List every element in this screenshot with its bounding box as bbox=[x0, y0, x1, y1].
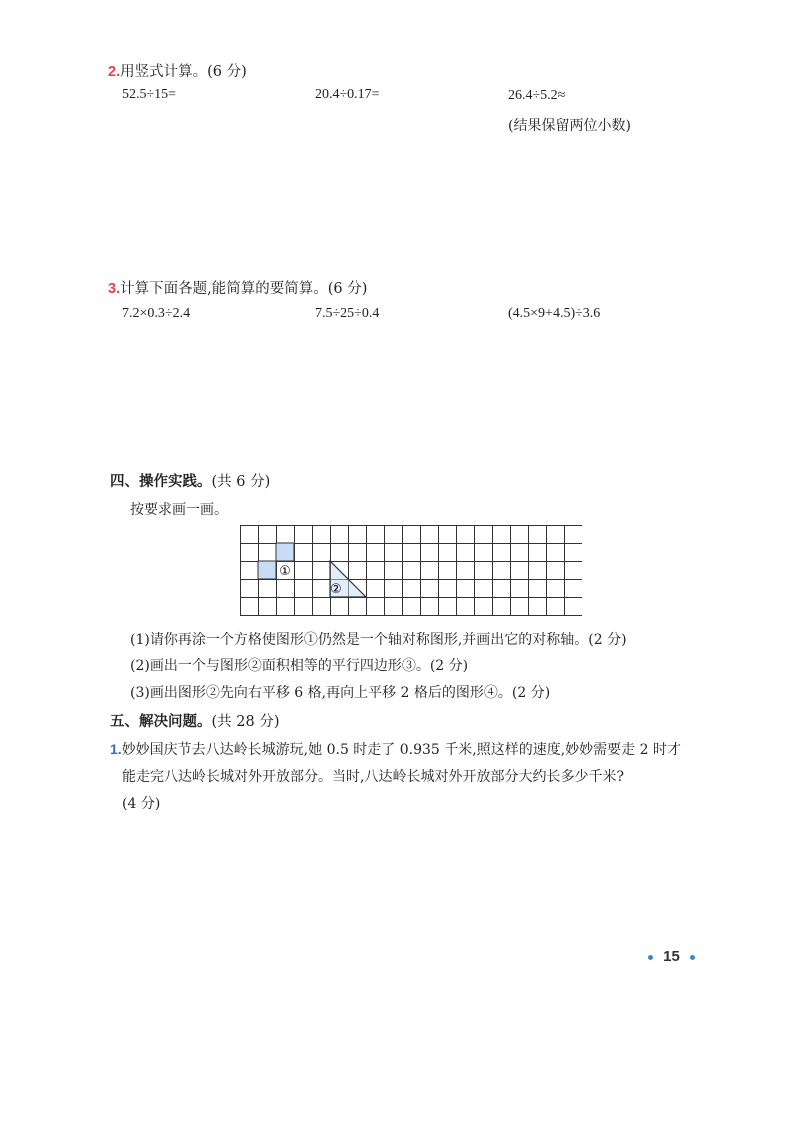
section4-heading-text: 四、操作实践。 bbox=[110, 473, 212, 490]
grid-cell[interactable] bbox=[241, 544, 259, 562]
grid-cell[interactable] bbox=[241, 526, 259, 544]
grid-cell[interactable] bbox=[385, 598, 403, 616]
grid-cell[interactable] bbox=[349, 544, 367, 562]
section4-heading bbox=[110, 470, 270, 491]
q2-expr-3: 26.4÷5.2≈ bbox=[508, 88, 566, 103]
section4-task-1: (1)请你再涂一个方格使图形①仍然是一个轴对称图形,并画出它的对称轴。(2 分) bbox=[130, 632, 627, 648]
grid-cell[interactable] bbox=[439, 544, 457, 562]
grid-cell[interactable] bbox=[529, 544, 547, 562]
grid-cell[interactable] bbox=[547, 580, 565, 598]
section5-q1-number: 1. bbox=[110, 741, 122, 757]
grid-cell[interactable] bbox=[385, 562, 403, 580]
grid-cell[interactable] bbox=[565, 598, 583, 616]
grid-cell[interactable] bbox=[241, 580, 259, 598]
q2-title bbox=[108, 60, 247, 81]
q2-expr-1: 52.5÷15= bbox=[122, 87, 177, 102]
grid-cell[interactable] bbox=[295, 562, 313, 580]
grid-cell[interactable] bbox=[367, 562, 385, 580]
grid-cell[interactable] bbox=[277, 580, 295, 598]
grid-cell[interactable] bbox=[457, 544, 475, 562]
section5-score: (共 28 分) bbox=[211, 714, 280, 730]
grid-cell[interactable] bbox=[277, 598, 295, 616]
section4-score: (共 6 分) bbox=[211, 474, 271, 490]
grid-cell[interactable] bbox=[241, 598, 259, 616]
grid-cell[interactable] bbox=[331, 526, 349, 544]
grid-cell[interactable] bbox=[367, 544, 385, 562]
q3-title bbox=[108, 277, 367, 298]
shape-1-shaded-bottom bbox=[258, 561, 276, 579]
grid-cell[interactable] bbox=[565, 580, 583, 598]
q3-title-text: 计算下面各题,能简算的要简算。(6 分) bbox=[120, 281, 368, 297]
grid-cell[interactable] bbox=[493, 544, 511, 562]
grid-cell[interactable] bbox=[421, 598, 439, 616]
grid-cell[interactable] bbox=[511, 580, 529, 598]
q3-expr-2: 7.5÷25÷0.4 bbox=[315, 306, 380, 321]
grid-cell[interactable] bbox=[529, 598, 547, 616]
grid-cell[interactable] bbox=[547, 562, 565, 580]
grid-cell[interactable] bbox=[313, 526, 331, 544]
grid-cell[interactable] bbox=[547, 544, 565, 562]
grid-cell[interactable] bbox=[457, 526, 475, 544]
drawing-grid[interactable] bbox=[240, 525, 582, 617]
grid-cell[interactable] bbox=[565, 562, 583, 580]
grid-cell[interactable] bbox=[295, 526, 313, 544]
grid-cell[interactable] bbox=[259, 580, 277, 598]
grid-cell[interactable] bbox=[367, 598, 385, 616]
grid-cell[interactable] bbox=[529, 562, 547, 580]
grid-cell[interactable] bbox=[313, 544, 331, 562]
shape-2-label: ② bbox=[330, 582, 342, 597]
grid-cell[interactable] bbox=[457, 562, 475, 580]
section5-q1-text-1: 妙妙国庆节去八达岭长城游玩,她 0.5 时走了 0.935 千米,照这样的速度,妙妙需要走 2 时才 bbox=[121, 742, 681, 758]
section5-q1-line-3: (4 分) bbox=[122, 796, 161, 812]
q3-expr-1: 7.2×0.3÷2.4 bbox=[122, 306, 191, 321]
grid-cell[interactable] bbox=[421, 562, 439, 580]
section4-task-2: (2)画出一个与图形②面积相等的平行四边形③。(2 分) bbox=[130, 658, 469, 674]
grid-cell[interactable] bbox=[313, 598, 331, 616]
section5-q1-line-2: 能走完八达岭长城对外开放部分。当时,八达岭长城对外开放部分大约长多少千米? bbox=[122, 769, 624, 785]
grid-cell[interactable] bbox=[385, 526, 403, 544]
section5-q1-line-1 bbox=[110, 739, 681, 759]
grid-cell[interactable] bbox=[241, 562, 259, 580]
grid-cell[interactable] bbox=[493, 526, 511, 544]
grid-cell[interactable] bbox=[475, 598, 493, 616]
q2-number: 2. bbox=[108, 64, 121, 80]
grid-cell[interactable] bbox=[511, 598, 529, 616]
grid-cell[interactable] bbox=[457, 580, 475, 598]
grid-cell[interactable] bbox=[439, 526, 457, 544]
grid-cell[interactable] bbox=[493, 580, 511, 598]
grid-cell[interactable] bbox=[259, 598, 277, 616]
grid-cells bbox=[241, 526, 583, 616]
grid-cell[interactable] bbox=[547, 598, 565, 616]
grid-cell[interactable] bbox=[511, 526, 529, 544]
grid-cell[interactable] bbox=[475, 580, 493, 598]
grid-cell[interactable] bbox=[421, 526, 439, 544]
grid-cell[interactable] bbox=[439, 580, 457, 598]
grid-cell[interactable] bbox=[349, 526, 367, 544]
grid-cell[interactable] bbox=[493, 562, 511, 580]
section5-heading-text: 五、解决问题。 bbox=[110, 713, 212, 730]
grid-cell[interactable] bbox=[295, 544, 313, 562]
grid-cell[interactable] bbox=[439, 598, 457, 616]
grid-cell[interactable] bbox=[313, 580, 331, 598]
grid-cell[interactable] bbox=[403, 526, 421, 544]
grid-cell[interactable] bbox=[295, 580, 313, 598]
q2-expr-2: 20.4÷0.17= bbox=[315, 87, 380, 102]
grid-cell[interactable] bbox=[529, 526, 547, 544]
page-number-text: 15 bbox=[663, 948, 680, 965]
grid-cell[interactable] bbox=[421, 580, 439, 598]
grid-cell[interactable] bbox=[349, 598, 367, 616]
section4-instruction: 按要求画一画。 bbox=[130, 502, 228, 518]
grid-cell[interactable] bbox=[349, 562, 367, 580]
grid-cell[interactable] bbox=[565, 526, 583, 544]
grid-cell[interactable] bbox=[457, 598, 475, 616]
q2-note: (结果保留两位小数) bbox=[508, 118, 631, 134]
q2-title-text: 用竖式计算。(6 分) bbox=[120, 64, 247, 80]
shape-1-label: ① bbox=[279, 564, 291, 579]
section4-task-3: (3)画出图形②先向右平移 6 格,再向上平移 2 格后的图形④。(2 分) bbox=[130, 685, 551, 701]
grid-cell[interactable] bbox=[421, 544, 439, 562]
grid-cell[interactable] bbox=[547, 526, 565, 544]
grid-cell[interactable] bbox=[403, 580, 421, 598]
grid-cell[interactable] bbox=[565, 544, 583, 562]
grid-cell[interactable] bbox=[385, 544, 403, 562]
grid-cell[interactable] bbox=[295, 598, 313, 616]
grid-cell[interactable] bbox=[475, 562, 493, 580]
grid-cell[interactable] bbox=[511, 544, 529, 562]
page-number-dot-left bbox=[648, 955, 653, 960]
grid-cell[interactable] bbox=[313, 562, 331, 580]
grid-cell[interactable] bbox=[403, 562, 421, 580]
grid-cell[interactable] bbox=[331, 598, 349, 616]
q3-number: 3. bbox=[108, 281, 121, 297]
grid-cell[interactable] bbox=[475, 526, 493, 544]
grid-cell[interactable] bbox=[403, 544, 421, 562]
grid-cell[interactable] bbox=[385, 580, 403, 598]
grid-cell[interactable] bbox=[331, 544, 349, 562]
shape-1-shaded-top bbox=[276, 543, 294, 561]
grid-cell[interactable] bbox=[439, 562, 457, 580]
grid-cell[interactable] bbox=[367, 526, 385, 544]
grid-cell[interactable] bbox=[511, 562, 529, 580]
grid-cell[interactable] bbox=[403, 598, 421, 616]
page-number-dot-right bbox=[690, 955, 695, 960]
grid-cell[interactable] bbox=[493, 598, 511, 616]
grid-cell[interactable] bbox=[277, 526, 295, 544]
page-number bbox=[648, 948, 695, 965]
grid-cell[interactable] bbox=[367, 580, 385, 598]
q3-expr-3: (4.5×9+4.5)÷3.6 bbox=[508, 306, 601, 321]
section5-heading bbox=[110, 710, 279, 731]
grid-cell[interactable] bbox=[259, 526, 277, 544]
grid-cell[interactable] bbox=[475, 544, 493, 562]
grid-cell[interactable] bbox=[529, 580, 547, 598]
grid-cell[interactable] bbox=[259, 544, 277, 562]
